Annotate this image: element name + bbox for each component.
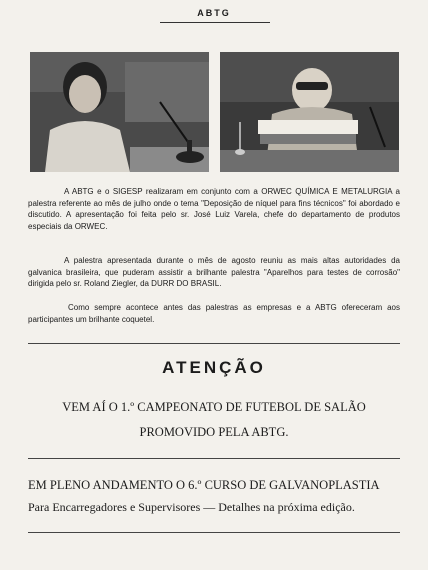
article-paragraph-3: Como sempre acontece antes das palestras as empresas e a ABTG ofereceram aos participantes um brilhante coquetel.: [28, 303, 400, 324]
divider-bottom: [28, 532, 400, 533]
speaker-photo-right: [220, 52, 399, 172]
course-title: EM PLENO ANDAMENTO O 6.º CURSO DE GALVANOPLASTIA: [28, 478, 380, 492]
notice-line-2: PROMOVIDO PELA ABTG.: [139, 425, 289, 439]
article-paragraph-1: A ABTG e o SIGESP realizaram em conjunto com a ORWEC QUÍMICA E METALURGIA a palestra referente ao mês de julho onde o tema "Deposição de níquel para fins técnicos" foi abordado e discutido. A apresentação foi feita pelo sr. José Luiz Varela, chefe do departamento de produtos especiais da ORWEC.: [28, 187, 400, 231]
course-detail: Para Encarregadores e Supervisores — Detalhes na próxima edição.: [28, 500, 355, 514]
speaker-photo-left: [30, 52, 209, 172]
article-paragraph-2: A palestra apresentada durante o mês de agosto reuniu as mais altas autoridades da galvanica brasileira, que puderam assistir a brilhante palestra "Aparelhos para testes de corrosão" dirigida pelo sr. Roland Ziegler, da DURR DO BRASIL.: [28, 256, 400, 288]
page-header: ABTG: [197, 8, 231, 18]
photo-speaker-left-icon: [30, 52, 209, 172]
divider-top: [28, 343, 400, 344]
header-underline: [160, 22, 270, 23]
divider-middle: [28, 458, 400, 459]
notice-line-1: VEM AÍ O 1.º CAMPEONATO DE FUTEBOL DE SALÃO: [62, 400, 366, 414]
photo-speaker-right-icon: [220, 52, 399, 172]
attention-heading: ATENÇÃO: [162, 358, 266, 377]
